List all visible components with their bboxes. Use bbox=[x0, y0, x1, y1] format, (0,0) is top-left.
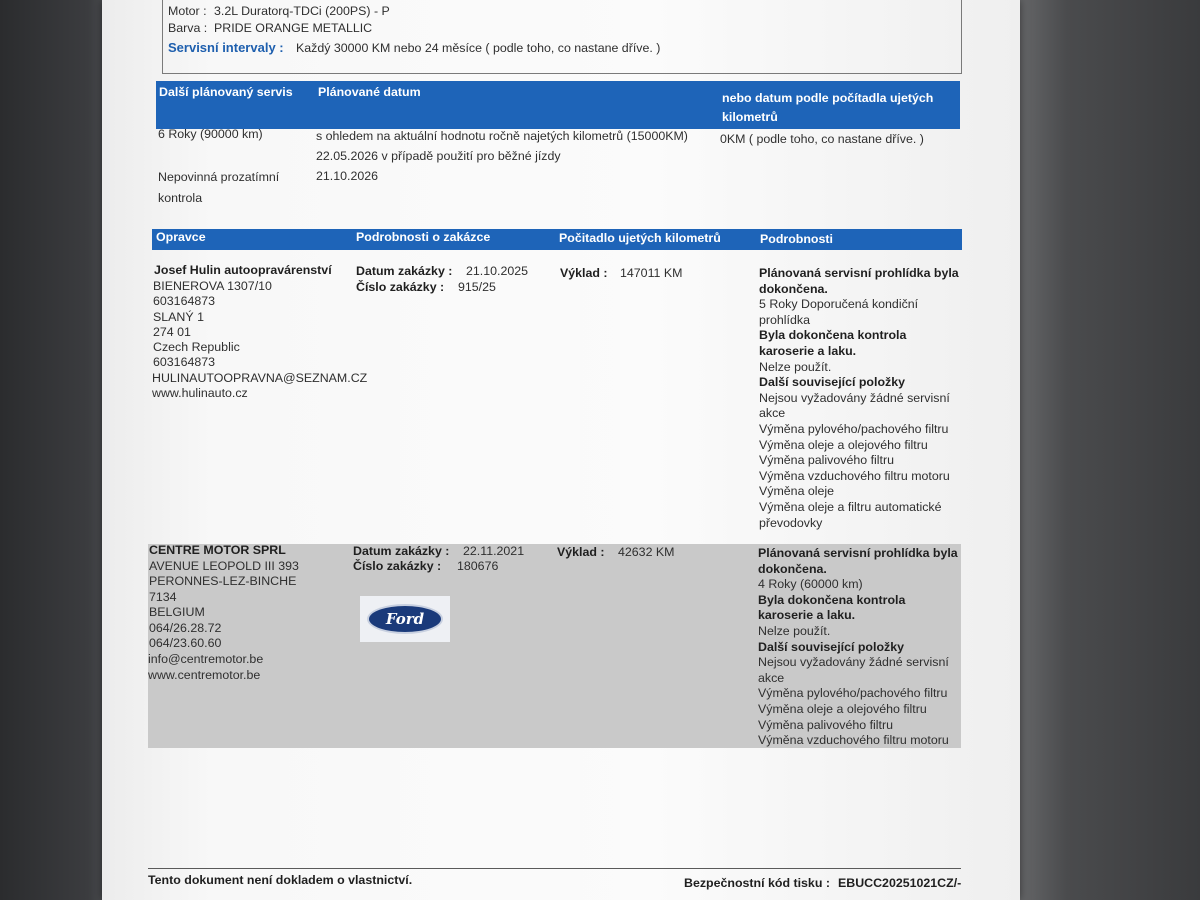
planned-row2-service: Nepovinná prozatímní bbox=[158, 170, 280, 184]
workshop-website: www.centremotor.be bbox=[148, 668, 261, 682]
planned-header-odometer-date: nebo datum podle počítadla ujetých bbox=[722, 91, 934, 105]
repairs-header-details: Podrobnosti bbox=[760, 232, 833, 246]
planned-row1-km: 0KM ( podle toho, co nastane dříve. ) bbox=[720, 132, 924, 146]
planned-header-service: Další plánovaný servis bbox=[159, 85, 293, 99]
motor-value: 3.2L Duratorq-TDCi (200PS) - P bbox=[214, 4, 390, 18]
motor-label: Motor : bbox=[168, 4, 207, 18]
workshop-phone: 064/26.28.72 bbox=[149, 621, 222, 635]
security-code-label: Bezpečnostní kód tisku : bbox=[684, 876, 830, 890]
order-number-value: 180676 bbox=[457, 559, 499, 573]
order-date-label: Datum zakázky : bbox=[353, 544, 450, 558]
color-label: Barva : bbox=[168, 21, 208, 35]
repair-detail-line: Výměna oleje a olejového filtru bbox=[758, 702, 927, 716]
workshop-country: Czech Republic bbox=[153, 340, 240, 354]
order-number-label: Číslo zakázky : bbox=[356, 280, 445, 294]
repair-detail-line: Nejsou vyžadovány žádné servisní bbox=[759, 390, 950, 405]
repair-detail-line: akce bbox=[758, 670, 785, 685]
repair-detail-line: 4 Roky (60000 km) bbox=[758, 577, 863, 592]
repair-detail-line: Výměna pylového/pachového filtru bbox=[758, 686, 948, 701]
repair-detail-line: 5 Roky Doporučená kondiční bbox=[759, 297, 919, 312]
workshop-email: HULINAUTOOPRAVNA@SEZNAM.CZ bbox=[152, 371, 368, 385]
order-number-label: Číslo zakázky : bbox=[353, 559, 442, 573]
repair-detail-line: Další související položky bbox=[758, 639, 904, 654]
workshop-name: Josef Hulin autoopravárenství bbox=[154, 263, 332, 277]
repair-detail-line: Výměna oleje a olejového filtru bbox=[759, 437, 928, 452]
repair-detail-line: prohlídka bbox=[759, 312, 810, 327]
repair-detail-line: Výměna pylového/pachového filtru bbox=[759, 422, 949, 436]
repair-detail-line: akce bbox=[759, 406, 786, 421]
planned-header-date: Plánované datum bbox=[318, 85, 421, 99]
planned-row1-date: 22.05.2026 v případě použití pro běžné jízdy bbox=[316, 149, 561, 163]
service-interval-value: Každý 30000 KM nebo 24 měsíce ( podle toho, co nastane dříve. ) bbox=[296, 41, 661, 55]
workshop-email: info@centremotor.be bbox=[148, 652, 264, 666]
order-number-value: 915/25 bbox=[458, 280, 496, 294]
repair-detail-line: Byla dokončena kontrola bbox=[759, 328, 907, 343]
workshop-city: SLANÝ 1 bbox=[153, 310, 204, 324]
repair-detail-line: Další související položky bbox=[759, 375, 905, 390]
workshop-phone-2: 064/23.60.60 bbox=[149, 636, 222, 650]
repairs-header-order: Podrobnosti o zakázce bbox=[356, 230, 491, 244]
order-date-value: 22.11.2021 bbox=[463, 544, 525, 558]
repairs-header-odometer: Počitadlo ujetých kilometrů bbox=[559, 231, 721, 245]
odometer-label: Výklad : bbox=[557, 545, 605, 559]
workshop-country: BELGIUM bbox=[149, 605, 205, 619]
repair-detail-line: karoserie a laku. bbox=[758, 608, 856, 623]
workshop-name: CENTRE MOTOR SPRL bbox=[149, 543, 286, 557]
repairs-header-bar bbox=[152, 229, 962, 250]
repair-detail-line: Výměna oleje a filtru automatické bbox=[759, 500, 942, 514]
ford-oval-icon bbox=[367, 604, 443, 634]
repair-detail-line: Výměna palivového filtru bbox=[759, 453, 894, 468]
workshop-phone: 603164873 bbox=[153, 294, 216, 308]
workshop-phone-2: 603164873 bbox=[153, 355, 216, 369]
order-date-label: Datum zakázky : bbox=[356, 264, 453, 278]
desk-background-left bbox=[0, 0, 110, 900]
repair-detail-line: Výměna oleje bbox=[759, 484, 835, 499]
color-value: PRIDE ORANGE METALLIC bbox=[214, 21, 373, 35]
repair-detail-line: převodovky bbox=[759, 515, 823, 530]
repairs-header-workshop: Opravce bbox=[156, 230, 206, 244]
footer-disclaimer: Tento dokument není dokladem o vlastnictví. bbox=[148, 873, 413, 887]
desk-background-right bbox=[1010, 0, 1200, 900]
repair-detail-line: Byla dokončena kontrola bbox=[758, 592, 906, 607]
ford-logo bbox=[360, 596, 450, 642]
planned-row2-service-cont: kontrola bbox=[158, 191, 203, 205]
repair-detail-line: Plánovaná servisní prohlídka byla bbox=[758, 546, 958, 560]
footer-divider bbox=[148, 868, 961, 869]
service-interval-label: Servisní intervaly : bbox=[168, 40, 284, 55]
ford-wordmark: Ford bbox=[385, 610, 425, 628]
workshop-postcode: 7134 bbox=[149, 590, 177, 604]
planned-row2-date: 21.10.2026 bbox=[316, 169, 379, 183]
repair-detail-line: Nelze použít. bbox=[758, 624, 831, 638]
planned-row1-service: 6 Roky (90000 km) bbox=[158, 127, 263, 141]
workshop-postcode: 274 01 bbox=[153, 325, 191, 339]
order-date-value: 21.10.2025 bbox=[466, 264, 529, 278]
workshop-address: BIENEROVA 1307/10 bbox=[153, 279, 272, 293]
odometer-value: 147011 KM bbox=[620, 266, 683, 280]
workshop-city: PERONNES-LEZ-BINCHE bbox=[149, 574, 297, 588]
repair-detail-line: Výměna vzduchového filtru motoru bbox=[758, 733, 949, 748]
workshop-website: www.hulinauto.cz bbox=[152, 386, 248, 400]
repair-detail-line: dokončena. bbox=[758, 561, 827, 576]
workshop-address: AVENUE LEOPOLD III 393 bbox=[149, 559, 299, 573]
service-record-page bbox=[102, 0, 1020, 900]
planned-header-odometer-unit: kilometrů bbox=[722, 110, 778, 124]
repair-detail-line: karoserie a laku. bbox=[759, 344, 857, 358]
odometer-label: Výklad : bbox=[560, 266, 608, 280]
odometer-value: 42632 KM bbox=[618, 545, 675, 559]
repair-detail-line: Výměna vzduchového filtru motoru bbox=[759, 468, 950, 483]
repair-detail-line: Plánovaná servisní prohlídka byla bbox=[759, 266, 959, 280]
security-code-value: EBUCC20251021CZ/- bbox=[838, 876, 962, 890]
repair-detail-line: dokončena. bbox=[759, 281, 828, 296]
repair-detail-line: Výměna palivového filtru bbox=[758, 717, 893, 732]
repair-detail-line: Nejsou vyžadovány žádné servisní bbox=[758, 655, 949, 670]
planned-row1-description: s ohledem na aktuální hodnotu ročně najetých kilometrů (15000KM) bbox=[316, 129, 688, 143]
repair-detail-line: Nelze použít. bbox=[759, 359, 832, 374]
